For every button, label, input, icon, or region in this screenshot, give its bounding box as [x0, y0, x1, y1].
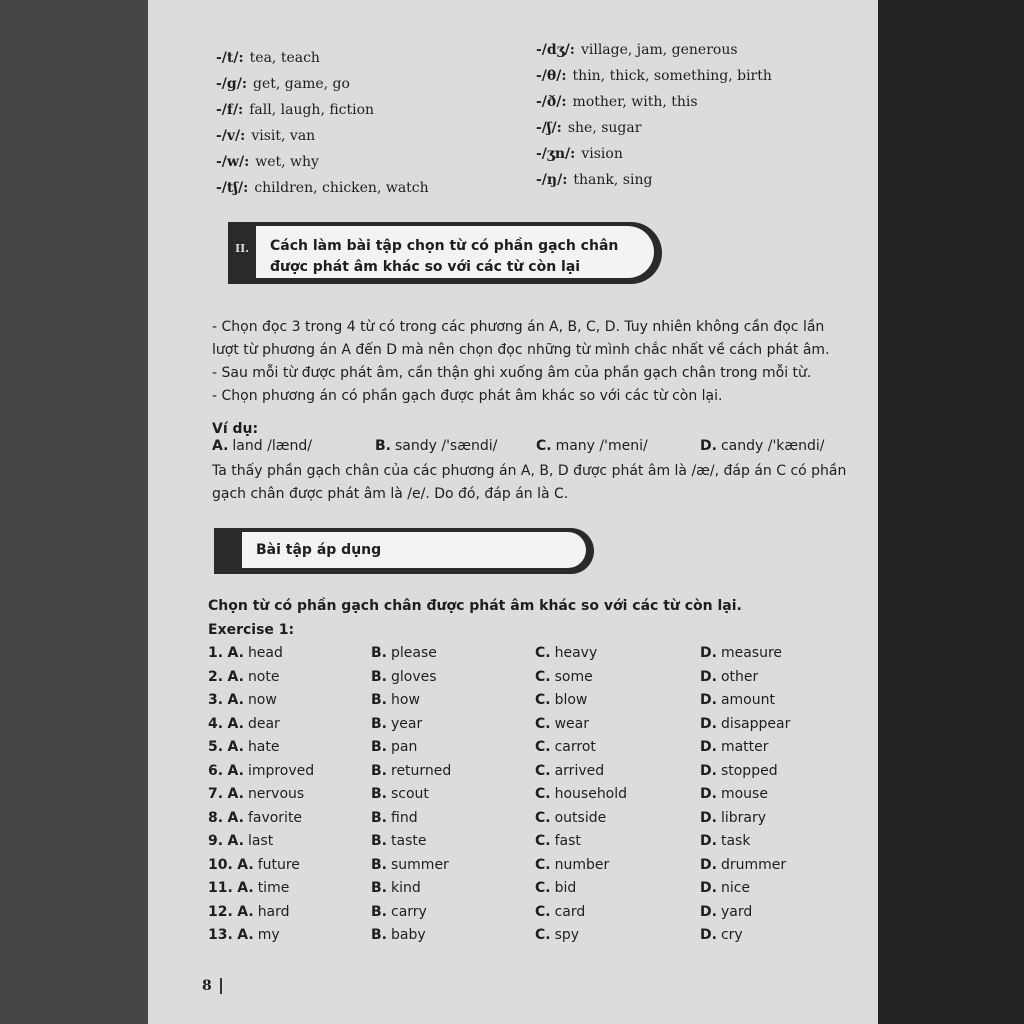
instruction-3: - Chọn phương án có phần gạch được phát âm khác so với các từ còn lại. [212, 388, 723, 404]
option-word: drummer [720, 856, 787, 873]
option-word: carry [391, 903, 427, 920]
option-word: improved [247, 762, 315, 779]
option-label: D. [700, 833, 717, 849]
option-word: number [554, 856, 610, 873]
option-word: mouse [720, 786, 768, 802]
option-word: note [247, 668, 280, 685]
option-word: matter [720, 739, 769, 755]
section-title-line2: được phát âm khác so với các từ còn lại [270, 259, 581, 275]
option-word: outside [554, 809, 607, 826]
option-label: C. [535, 692, 551, 708]
option-word: summer [391, 856, 449, 873]
example-option [700, 438, 870, 461]
option-b [371, 810, 418, 826]
option-word: please [391, 645, 437, 661]
option-label: C. [535, 739, 551, 755]
option-a [208, 669, 279, 685]
option-b [371, 763, 451, 779]
phonetic-row [536, 42, 738, 58]
option-b [371, 669, 437, 685]
question-row [208, 904, 828, 927]
option-label: D. [700, 645, 717, 661]
phonetic-row [216, 50, 320, 66]
phonetic-words: vision [581, 146, 623, 162]
option-c [535, 857, 609, 873]
section-number: II. [234, 242, 250, 255]
option-label: B. [371, 739, 387, 755]
phonetic-row [536, 120, 641, 136]
exercise-title: Exercise 1: [208, 622, 295, 638]
option-d [700, 880, 750, 896]
question-row [208, 716, 828, 739]
phonetic-row [216, 128, 315, 144]
option-word: dear [247, 715, 280, 732]
option-a [208, 786, 304, 802]
task-instruction: Chọn từ có phần gạch chân được phát âm khác so với các từ còn lại. [208, 598, 742, 614]
page-footer [202, 978, 222, 994]
option-c [535, 927, 579, 943]
question-number: 3. [208, 692, 224, 708]
question-row [208, 810, 828, 833]
practice-banner [214, 528, 594, 574]
option-b [371, 786, 429, 802]
option-word: heavy [554, 645, 598, 661]
question-number: 7. [208, 786, 224, 802]
question-number: 8. [208, 809, 224, 826]
option-a [208, 880, 289, 896]
option-label: B. [371, 715, 387, 732]
question-number: 6. [208, 762, 224, 779]
option-word: arrived [554, 762, 605, 779]
option-label: B. [375, 438, 391, 454]
option-word: favorite [247, 809, 303, 826]
phonetic-symbol: -/ʃ/: [536, 120, 562, 136]
question-row [208, 739, 828, 762]
option-label: D. [700, 715, 717, 732]
option-label: C. [535, 762, 551, 779]
question-number: 11. [208, 880, 233, 896]
option-d [700, 810, 766, 826]
question-row [208, 857, 828, 880]
phonetic-symbol: -/f/: [216, 102, 244, 118]
option-label: C. [535, 645, 551, 661]
option-b [371, 739, 417, 755]
option-word: measure [720, 645, 783, 661]
option-label: D. [700, 739, 717, 755]
phonetic-symbol: -/ð/: [536, 94, 567, 110]
option-c [535, 833, 581, 849]
option-text: candy /'kændi/ [720, 438, 825, 454]
option-word: hate [247, 739, 280, 755]
option-label: D. [700, 856, 717, 873]
option-word: scout [391, 786, 429, 802]
option-word: time [257, 880, 290, 896]
option-word: carrot [554, 739, 596, 755]
option-word: nice [720, 880, 751, 896]
option-label: B. [371, 809, 387, 826]
phonetic-row [536, 146, 623, 162]
page-number: 8 [202, 978, 212, 994]
option-b [371, 904, 427, 920]
option-c [535, 880, 576, 896]
option-label: B. [371, 927, 387, 943]
option-c [535, 739, 596, 755]
option-word: now [247, 692, 277, 708]
option-word: year [391, 715, 423, 732]
option-label: C. [536, 438, 552, 454]
question-row [208, 763, 828, 786]
option-word: bid [554, 880, 577, 896]
option-label: B. [371, 880, 387, 896]
option-c [535, 692, 587, 708]
option-label: C. [535, 856, 551, 873]
phonetic-symbol: -/ʒn/: [536, 146, 576, 162]
option-text: many /'meni/ [555, 438, 648, 454]
option-word: some [554, 668, 593, 685]
option-label: A. [227, 786, 244, 802]
question-number: 5. [208, 739, 224, 755]
option-word: gloves [391, 668, 437, 685]
option-word: hard [257, 903, 290, 920]
phonetic-symbol: -/t/: [216, 50, 244, 66]
question-row [208, 927, 828, 950]
option-label: A. [237, 903, 254, 920]
phonetic-symbol: -/θ/: [536, 68, 567, 84]
phonetic-words: wet, why [255, 154, 319, 170]
option-text: land /lænd/ [232, 438, 312, 454]
option-label: A. [227, 833, 244, 849]
phonetic-symbol: -/v/: [216, 128, 246, 144]
option-word: task [720, 833, 751, 849]
option-c [535, 716, 589, 732]
option-b [371, 833, 426, 849]
option-word: wear [554, 715, 589, 732]
option-label: B. [371, 856, 387, 873]
option-c [535, 645, 597, 661]
option-b [371, 645, 437, 661]
option-word: library [720, 809, 766, 826]
option-word: last [247, 833, 274, 849]
option-a [208, 927, 280, 943]
page-left-shadow [0, 0, 148, 1024]
footer-divider [220, 978, 222, 994]
option-label: B. [371, 692, 387, 708]
option-label: A. [227, 715, 244, 732]
practice-banner-label: Bài tập áp dụng [242, 532, 586, 568]
option-label: C. [535, 786, 551, 802]
option-word: stopped [720, 762, 778, 779]
question-row [208, 833, 828, 856]
option-word: cry [720, 927, 743, 943]
option-d [700, 786, 768, 802]
phonetic-row [536, 172, 652, 188]
option-label: C. [535, 903, 551, 920]
option-label: A. [227, 809, 244, 826]
option-label: A. [237, 856, 254, 873]
option-word: disappear [720, 715, 791, 732]
option-d [700, 669, 758, 685]
phonetic-words: thank, sing [573, 172, 653, 188]
phonetic-symbol: -/tʃ/: [216, 180, 249, 196]
option-label: D. [700, 692, 717, 708]
phonetic-words: mother, with, this [572, 94, 698, 110]
option-word: find [391, 809, 418, 826]
option-label: A. [227, 668, 244, 685]
question-row [208, 880, 828, 903]
option-a [208, 692, 277, 708]
option-label: A. [212, 438, 229, 454]
option-word: card [554, 903, 586, 920]
page-right-shadow [878, 0, 1024, 1024]
option-label: A. [227, 692, 244, 708]
option-word: nervous [247, 786, 305, 802]
phonetic-symbol: -/g/: [216, 76, 247, 92]
option-label: D. [700, 786, 717, 802]
phonetic-row [536, 68, 772, 84]
option-a [208, 763, 314, 779]
phonetic-words: thin, thick, something, birth [572, 68, 772, 84]
option-label: D. [700, 903, 717, 920]
example-option [375, 438, 545, 461]
option-word: kind [391, 880, 421, 896]
option-label: B. [371, 833, 387, 849]
option-label: D. [700, 438, 717, 454]
option-d [700, 927, 743, 943]
option-word: yard [720, 903, 753, 920]
option-a [208, 810, 302, 826]
option-label: C. [535, 715, 551, 732]
option-word: household [554, 786, 628, 802]
option-word: head [247, 645, 283, 661]
option-d [700, 904, 752, 920]
option-label: A. [227, 739, 244, 755]
question-number: 1. [208, 645, 224, 661]
section-title-line1: Cách làm bài tập chọn từ có phần gạch chân [270, 238, 619, 254]
option-a [208, 739, 280, 755]
question-number: 12. [208, 903, 233, 920]
question-row [208, 786, 828, 809]
instructions [212, 316, 852, 408]
option-text: sandy /'sændi/ [395, 438, 498, 454]
question-number: 2. [208, 668, 224, 685]
option-word: future [257, 856, 300, 873]
question-number: 9. [208, 833, 224, 849]
option-label: B. [371, 645, 387, 661]
option-b [371, 880, 421, 896]
phonetic-words: get, game, go [253, 76, 350, 92]
option-word: pan [391, 739, 418, 755]
option-a [208, 716, 280, 732]
question-row [208, 669, 828, 692]
option-label: C. [535, 833, 551, 849]
section-2-banner [228, 222, 662, 284]
option-label: D. [700, 927, 717, 943]
phonetic-symbol: -/ŋ/: [536, 172, 568, 188]
option-word: how [391, 692, 420, 708]
option-label: B. [371, 668, 387, 685]
example-option [212, 438, 382, 461]
option-label: C. [535, 927, 551, 943]
option-d [700, 692, 775, 708]
question-number: 4. [208, 715, 224, 732]
option-d [700, 645, 782, 661]
option-b [371, 927, 426, 943]
phonetic-row [536, 94, 698, 110]
phonetic-words: she, sugar [567, 120, 642, 136]
phonetic-row [216, 102, 374, 118]
option-label: D. [700, 809, 717, 826]
option-label: D. [700, 762, 717, 779]
example-option [536, 438, 706, 461]
option-label: A. [227, 762, 244, 779]
phonetic-words: village, jam, generous [580, 42, 738, 58]
option-d [700, 857, 786, 873]
option-d [700, 833, 750, 849]
phonetic-symbol: -/dʒ/: [536, 42, 575, 58]
option-word: returned [391, 762, 452, 779]
option-a [208, 645, 283, 661]
option-c [535, 669, 593, 685]
question-number: 13. [208, 927, 233, 943]
option-b [371, 857, 449, 873]
option-label: D. [700, 668, 717, 685]
phonetic-symbol: -/w/: [216, 154, 250, 170]
option-label: C. [535, 809, 551, 826]
option-d [700, 716, 790, 732]
option-label: C. [535, 668, 551, 685]
option-d [700, 739, 769, 755]
phonetic-words: visit, van [251, 128, 316, 144]
option-word: spy [554, 927, 580, 943]
instruction-1: - Chọn đọc 3 trong 4 từ có trong các phương án A, B, C, D. Tuy nhiên không cần đọc lần lượt từ phương án A đến D mà nên chọn đọc những từ mình chắc nhất về cách phát âm. [212, 319, 830, 358]
option-word: my [257, 927, 280, 943]
question-number: 10. [208, 856, 233, 873]
option-c [535, 763, 604, 779]
option-b [371, 692, 420, 708]
option-d [700, 763, 778, 779]
instruction-2: - Sau mỗi từ được phát âm, cần thận ghi xuống âm của phần gạch chân trong mỗi từ. [212, 365, 812, 381]
option-a [208, 857, 300, 873]
option-label: A. [237, 927, 254, 943]
phonetic-words: tea, teach [249, 50, 320, 66]
option-c [535, 904, 585, 920]
example-heading: Ví dụ: [212, 421, 259, 437]
example-explanation: Ta thấy phần gạch chân của các phương án A, B, D được phát âm là /æ/, đáp án C có phần gạch chân được phát âm là /e/. Do đó, đáp án là C. [212, 463, 847, 502]
option-label: B. [371, 903, 387, 920]
phonetic-words: fall, laugh, fiction [249, 102, 375, 118]
option-label: A. [237, 880, 254, 896]
option-label: A. [227, 645, 244, 661]
option-word: other [720, 668, 759, 685]
option-label: C. [535, 880, 551, 896]
question-row [208, 645, 828, 668]
option-b [371, 716, 422, 732]
option-label: B. [371, 762, 387, 779]
option-word: fast [554, 833, 581, 849]
option-label: B. [371, 786, 387, 802]
option-word: blow [554, 692, 588, 708]
phonetic-row [216, 154, 319, 170]
question-row [208, 692, 828, 715]
phonetic-row [216, 76, 350, 92]
option-c [535, 786, 627, 802]
option-a [208, 904, 290, 920]
option-word: amount [720, 692, 775, 708]
option-word: taste [391, 833, 427, 849]
option-word: baby [391, 927, 426, 943]
phonetic-words: children, chicken, watch [254, 180, 429, 196]
phonetic-row [216, 180, 429, 196]
option-a [208, 833, 273, 849]
option-label: D. [700, 880, 717, 896]
option-c [535, 810, 606, 826]
